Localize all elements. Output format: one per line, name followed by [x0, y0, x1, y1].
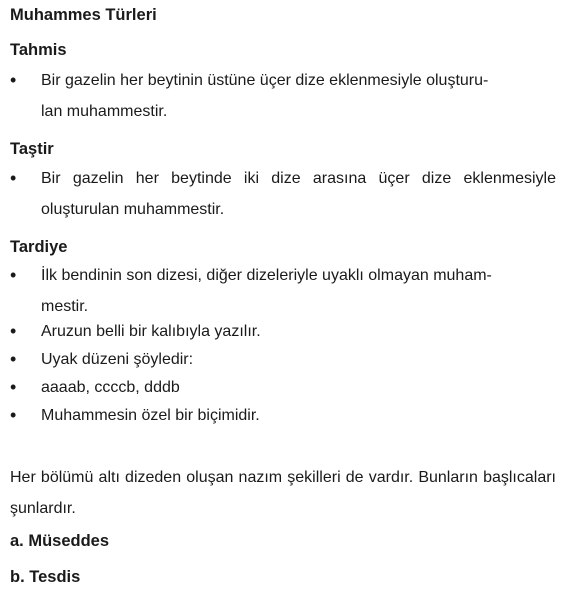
- bullet-text: Bir gazelin her beytinin üstüne üçer dize eklenmesiyle oluşturu- lan muhammestir.: [41, 72, 489, 120]
- list-item-museddes: a. Müseddes: [10, 532, 110, 550]
- bullet-text: aaaab, ccccb, dddb: [41, 379, 180, 396]
- bullet-icon: •: [10, 70, 17, 90]
- bullet-item: [10, 163, 556, 225]
- bullet-text: Muhammesin özel bir biçimidir.: [41, 407, 260, 424]
- bullet-item: [10, 400, 556, 431]
- list-item-tesdis: b. Tesdis: [10, 568, 81, 586]
- bullet-item: [10, 344, 556, 375]
- bullet-icon: •: [10, 168, 17, 188]
- bullet-icon: •: [10, 405, 17, 425]
- heading-tastir: Taştir: [10, 140, 54, 158]
- heading-tahmis: Tahmis: [10, 41, 67, 59]
- bullet-text: İlk bendinin son dizesi, diğer dizeleriyle uyaklı olmayan muham- mestir.: [41, 267, 492, 315]
- bullet-icon: •: [10, 349, 17, 369]
- bullet-icon: •: [10, 265, 17, 285]
- bullet-item: [10, 260, 556, 322]
- bullet-icon: •: [10, 377, 17, 397]
- bullet-item: [10, 316, 556, 347]
- body-paragraph: Her bölümü altı dizeden oluşan nazım şekilleri de vardır. Bunların başlıcaları şunlardır.: [10, 469, 556, 517]
- bullet-icon: •: [10, 321, 17, 341]
- bullet-text: Aruzun belli bir kalıbıyla yazılır.: [41, 323, 261, 340]
- bullet-item: [10, 65, 556, 127]
- bullet-item: [10, 372, 556, 403]
- page-title: Muhammes Türleri: [10, 6, 157, 24]
- heading-tardiye: Tardiye: [10, 238, 68, 256]
- bullet-text: Uyak düzeni şöyledir:: [41, 351, 194, 368]
- bullet-text: Bir gazelin her beytinde iki dize arasına üçer dize eklenmesiyle oluşturulan muhammestir.: [41, 170, 556, 218]
